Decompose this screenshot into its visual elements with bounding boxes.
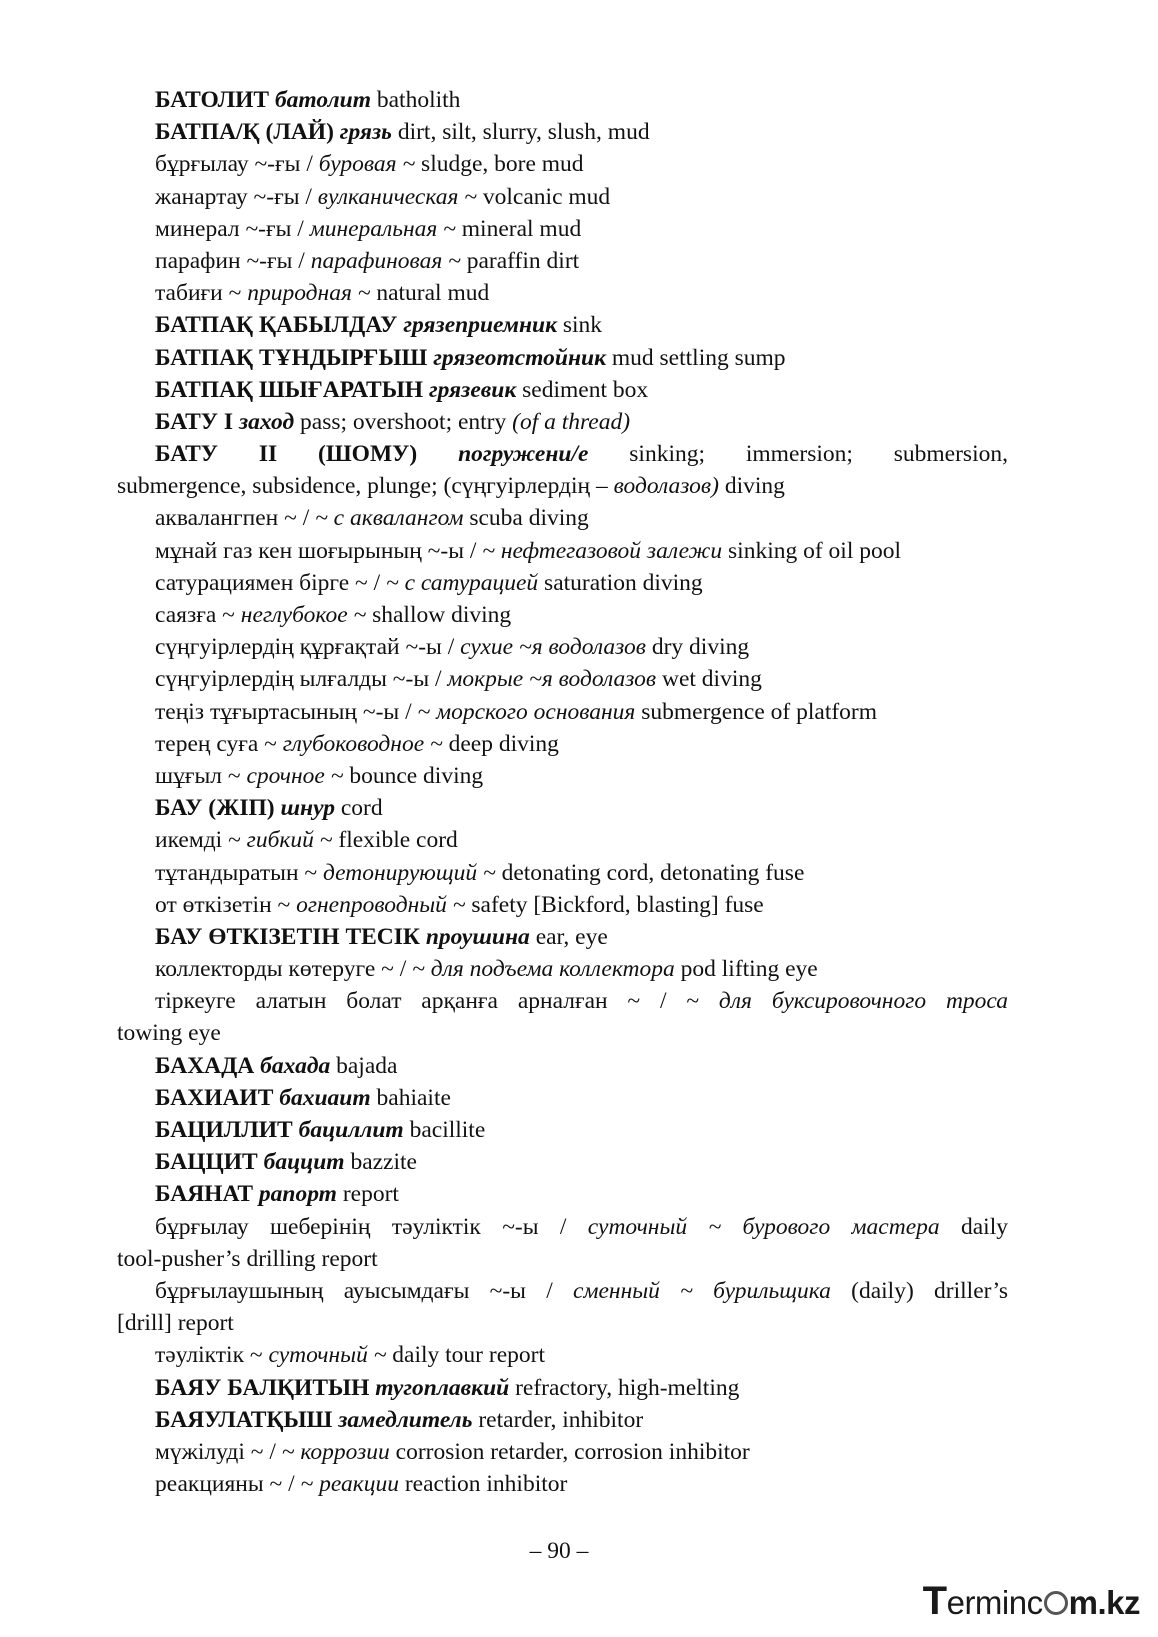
entry-text: (daily) driller’s: [830, 1277, 1008, 1304]
russian-term: мокрые ~я водолазов: [447, 666, 657, 693]
entry-text: deep diving: [442, 730, 559, 757]
entry-text: shallow diving: [366, 602, 512, 628]
russian-headword: грязеприемник: [403, 312, 557, 339]
entry-text: тіркеуге алатын болат арқанға арналған ~ / ~: [155, 988, 719, 1015]
dictionary-entry-line: [117, 1372, 1008, 1404]
russian-term: сменный ~ бурильщика: [573, 1277, 831, 1304]
entry-text: парафин ~-ғы /: [155, 247, 311, 274]
dictionary-entry-line: [117, 1436, 1008, 1468]
entry-text: саязға ~: [155, 602, 241, 628]
headword: БАТПАҚ ШЫҒАРАТЫН: [155, 376, 429, 403]
russian-headword: грязь: [339, 119, 392, 146]
entry-text: ear, eye: [529, 923, 608, 950]
russian-term: огнепроводный ~: [296, 891, 466, 918]
entry-text: мүжілуді ~ /: [155, 1438, 282, 1465]
logo-o-icon: [1044, 1591, 1068, 1615]
terminco-logo[interactable]: [923, 1581, 1140, 1623]
dictionary-entry-line: [117, 1050, 1008, 1082]
page-number: – 90 –: [529, 1538, 589, 1564]
entry-text: cord: [334, 795, 383, 822]
dictionary-entry-line: [117, 406, 1008, 438]
entry-text: тұтандыратын ~: [155, 859, 323, 886]
entry-text: dirt, silt, slurry, slush, mud: [391, 119, 650, 146]
russian-headword: бахада: [260, 1052, 331, 1079]
logo-text-c: c: [1026, 1584, 1043, 1621]
entry-text: тәуліктік ~: [155, 1342, 269, 1369]
headword: БАТОЛИТ: [155, 87, 275, 113]
russian-term: ~ морского основания: [417, 698, 636, 725]
headword: БАТУ II (ШОМУ): [155, 441, 459, 468]
entry-text: retarder, inhibitor: [472, 1406, 644, 1433]
russian-term: глубоководное ~: [282, 730, 443, 757]
russian-headword: проушина: [425, 923, 530, 950]
dictionary-entries: [117, 84, 1008, 1500]
russian-term: (of a thread): [512, 408, 631, 435]
russian-term: ~ с аквалангом: [315, 505, 464, 532]
dictionary-entry-line: [117, 1211, 1008, 1243]
dictionary-entry-line: [117, 1114, 1008, 1146]
entry-text: batholith: [370, 87, 461, 113]
entry-text: sediment box: [516, 376, 649, 403]
entry-text: report: [336, 1181, 399, 1208]
entry-text: sink: [557, 312, 603, 339]
dictionary-entry-line: [117, 1082, 1008, 1114]
dictionary-entry-line: [117, 953, 1008, 985]
russian-term: гибкий ~: [246, 827, 333, 854]
dictionary-entry-line: [117, 1178, 1008, 1210]
headword: БАХАДА: [155, 1052, 261, 1079]
dictionary-entry-line: [117, 245, 1008, 277]
russian-term: детонирующий ~: [323, 859, 496, 886]
entry-text: жанартау ~-ғы /: [155, 183, 318, 210]
russian-term: сухие ~я водолазов: [460, 634, 646, 661]
russian-term: парафиновая ~: [310, 247, 461, 274]
dictionary-entry-line: [117, 277, 1008, 309]
dictionary-entry-line: [117, 181, 1008, 213]
entry-text: scuba diving: [463, 505, 589, 532]
russian-headword: бахиаит: [279, 1084, 371, 1111]
entry-text: аквалангпен ~ /: [155, 505, 316, 532]
russian-term: срочное ~: [246, 762, 344, 789]
entry-text: сатурациямен бірге ~ /: [155, 569, 387, 596]
dictionary-entry-line: [117, 857, 1008, 889]
entry-text: daily: [939, 1213, 1008, 1240]
russian-term: ~ нефтегазовой залежи: [482, 537, 723, 564]
russian-term: ~ с сатурацией: [386, 569, 539, 596]
entry-text: towing eye: [117, 1020, 221, 1047]
dictionary-entry-line: [117, 663, 1008, 695]
headword: БАТПАҚ ҚАБЫЛДАУ: [155, 312, 404, 339]
entry-text: мұнай газ кен шоғырының ~-ы /: [155, 537, 483, 564]
russian-term: минеральная ~: [309, 215, 456, 242]
russian-headword: шнур: [280, 795, 335, 822]
headword: БАЦЦИТ: [155, 1149, 264, 1176]
entry-text: бұрғылаушының ауысымдағы ~-ы /: [155, 1277, 574, 1304]
entry-text: от өткізетін ~: [155, 891, 297, 918]
entry-text: saturation diving: [538, 569, 703, 596]
dictionary-entry-line: [117, 792, 1008, 824]
dictionary-entry-line: [117, 342, 1008, 374]
entry-text: safety [Bickford, blasting] fuse: [465, 891, 764, 918]
entry-text: табиғи ~: [155, 280, 248, 307]
dictionary-entry-line: [117, 148, 1008, 180]
entry-continuation-line: [117, 1017, 1008, 1049]
russian-headword: грязевик: [428, 376, 517, 403]
russian-headword: заход: [238, 408, 295, 435]
russian-term: суточный ~: [268, 1342, 387, 1369]
dictionary-entry-line: [117, 213, 1008, 245]
entry-text: pass; overshoot; entry: [294, 408, 513, 435]
entry-text: paraffin dirt: [460, 247, 580, 274]
entry-text: сүңгуірлердің құрғақтай ~-ы /: [155, 634, 461, 661]
entry-text: submergence, subsidence, plunge; (сүңгуірлердің –: [117, 473, 614, 500]
dictionary-entry-line: [117, 116, 1008, 148]
entry-text: сүңгуірлердің ылғалды ~-ы /: [155, 666, 448, 693]
entry-text: tool-pusher’s drilling report: [117, 1245, 378, 1272]
headword: БАХИАИТ: [155, 1084, 280, 1111]
russian-headword: батолит: [274, 87, 371, 113]
headword: БАЯУЛАТҚЫШ: [155, 1406, 339, 1433]
entry-text: [drill] report: [117, 1310, 234, 1337]
entry-text: dry diving: [645, 634, 750, 661]
russian-term: буровая ~: [318, 151, 416, 178]
dictionary-entry-line: [117, 1339, 1008, 1371]
dictionary-entry-line: [117, 1468, 1008, 1500]
russian-term: неглубокое ~: [240, 602, 367, 628]
dictionary-entry-line: [117, 438, 1008, 470]
entry-text: икемді ~: [155, 827, 247, 854]
dictionary-entry-line: [117, 1146, 1008, 1178]
entry-text: bacillite: [403, 1117, 486, 1143]
entry-continuation-line: [117, 470, 1008, 502]
entry-text: sinking; immersion; submersion,: [588, 441, 1008, 468]
entry-text: терең суға ~: [155, 730, 283, 757]
russian-headword: погружени/е: [458, 441, 589, 468]
headword: БАТПАҚ ТҰНДЫРҒЫШ: [155, 344, 434, 371]
entry-text: минерал ~-ғы /: [155, 215, 310, 242]
russian-term: суточный ~ бурового мастера: [587, 1213, 940, 1240]
entry-text: реакцияны ~ /: [155, 1471, 301, 1498]
logo-domain: m.kz: [1068, 1584, 1140, 1621]
russian-headword: бациллит: [298, 1117, 404, 1143]
dictionary-entry-line: [117, 921, 1008, 953]
russian-term: ~ реакции: [300, 1471, 399, 1498]
headword: БАТПА/Қ (ЛАЙ): [155, 119, 340, 146]
entry-text: mineral mud: [455, 215, 582, 242]
entry-text: bajada: [330, 1052, 398, 1079]
russian-headword: замедлитель: [338, 1406, 473, 1433]
russian-term: природная ~: [247, 280, 371, 307]
dictionary-entry-line: [117, 535, 1008, 567]
dictionary-entry-line: [117, 728, 1008, 760]
entry-text: flexible cord: [332, 827, 458, 854]
entry-text: daily tour report: [386, 1342, 545, 1369]
entry-text: bazzite: [344, 1149, 417, 1176]
dictionary-entry-line: [117, 631, 1008, 663]
headword: БАЯНАТ: [155, 1181, 259, 1208]
russian-term: для буксировочного троса: [718, 988, 1008, 1015]
russian-term: вулканическая ~: [317, 183, 478, 210]
dictionary-entry-line: [117, 760, 1008, 792]
entry-text: sludge, bore mud: [415, 151, 584, 178]
entry-text: natural mud: [370, 280, 490, 307]
dictionary-entry-line: [117, 696, 1008, 728]
russian-term: ~ для подъема коллектора: [412, 956, 675, 983]
headword: БАУ ӨТКІЗЕТІН ТЕСІК: [155, 923, 426, 950]
logo-text: ermin: [946, 1584, 1027, 1621]
entry-text: bahiaite: [370, 1084, 451, 1111]
dictionary-entry-line: [117, 889, 1008, 921]
entry-text: бұрғылау ~-ғы /: [155, 151, 319, 178]
headword: БАУ (ЖІП): [155, 795, 281, 822]
entry-text: bounce diving: [343, 762, 484, 789]
entry-text: коллекторды көтеруге ~ /: [155, 956, 413, 983]
dictionary-entry-line: [117, 502, 1008, 534]
russian-term: водолазов): [613, 473, 719, 500]
entry-text: reaction inhibitor: [398, 1471, 568, 1498]
entry-text: submergence of platform: [635, 698, 878, 725]
dictionary-entry-line: [117, 374, 1008, 406]
headword: БАЯУ БАЛҚИТЫН: [155, 1374, 376, 1401]
headword: БАТУ I: [155, 408, 239, 435]
entry-text: бұрғылау шеберінің тәуліктік ~-ы /: [155, 1213, 588, 1240]
entry-text: sinking of oil pool: [722, 537, 902, 564]
russian-headword: грязеотстойник: [433, 344, 606, 371]
entry-text: теңіз тұғыртасының ~-ы /: [155, 698, 418, 725]
dictionary-entry-line: [117, 84, 1008, 116]
entry-continuation-line: [117, 1243, 1008, 1275]
dictionary-entry-line: [117, 309, 1008, 341]
dictionary-entry-line: [117, 985, 1008, 1017]
entry-continuation-line: [117, 1307, 1008, 1339]
dictionary-entry-line: [117, 567, 1008, 599]
russian-headword: тугоплавкий: [375, 1374, 510, 1401]
entry-text: volcanic mud: [477, 183, 611, 210]
entry-text: refractory, high-melting: [509, 1374, 740, 1401]
entry-text: diving: [718, 473, 785, 500]
entry-text: corrosion retarder, corrosion inhibitor: [389, 1438, 750, 1465]
entry-text: mud settling sump: [606, 344, 786, 371]
logo-initial: T: [922, 1579, 947, 1623]
dictionary-entry-line: [117, 1404, 1008, 1436]
dictionary-entry-line: [117, 599, 1008, 631]
dictionary-entry-line: [117, 824, 1008, 856]
dictionary-entry-line: [117, 1275, 1008, 1307]
entry-text: шұғыл ~: [155, 762, 247, 789]
headword: БАЦИЛЛИТ: [155, 1117, 299, 1143]
russian-headword: рапорт: [258, 1181, 337, 1208]
russian-term: ~ коррозии: [281, 1438, 390, 1465]
entry-text: detonating cord, detonating fuse: [495, 859, 805, 886]
entry-text: pod lifting eye: [674, 956, 818, 983]
russian-headword: баццит: [263, 1149, 345, 1176]
entry-text: wet diving: [656, 666, 762, 693]
